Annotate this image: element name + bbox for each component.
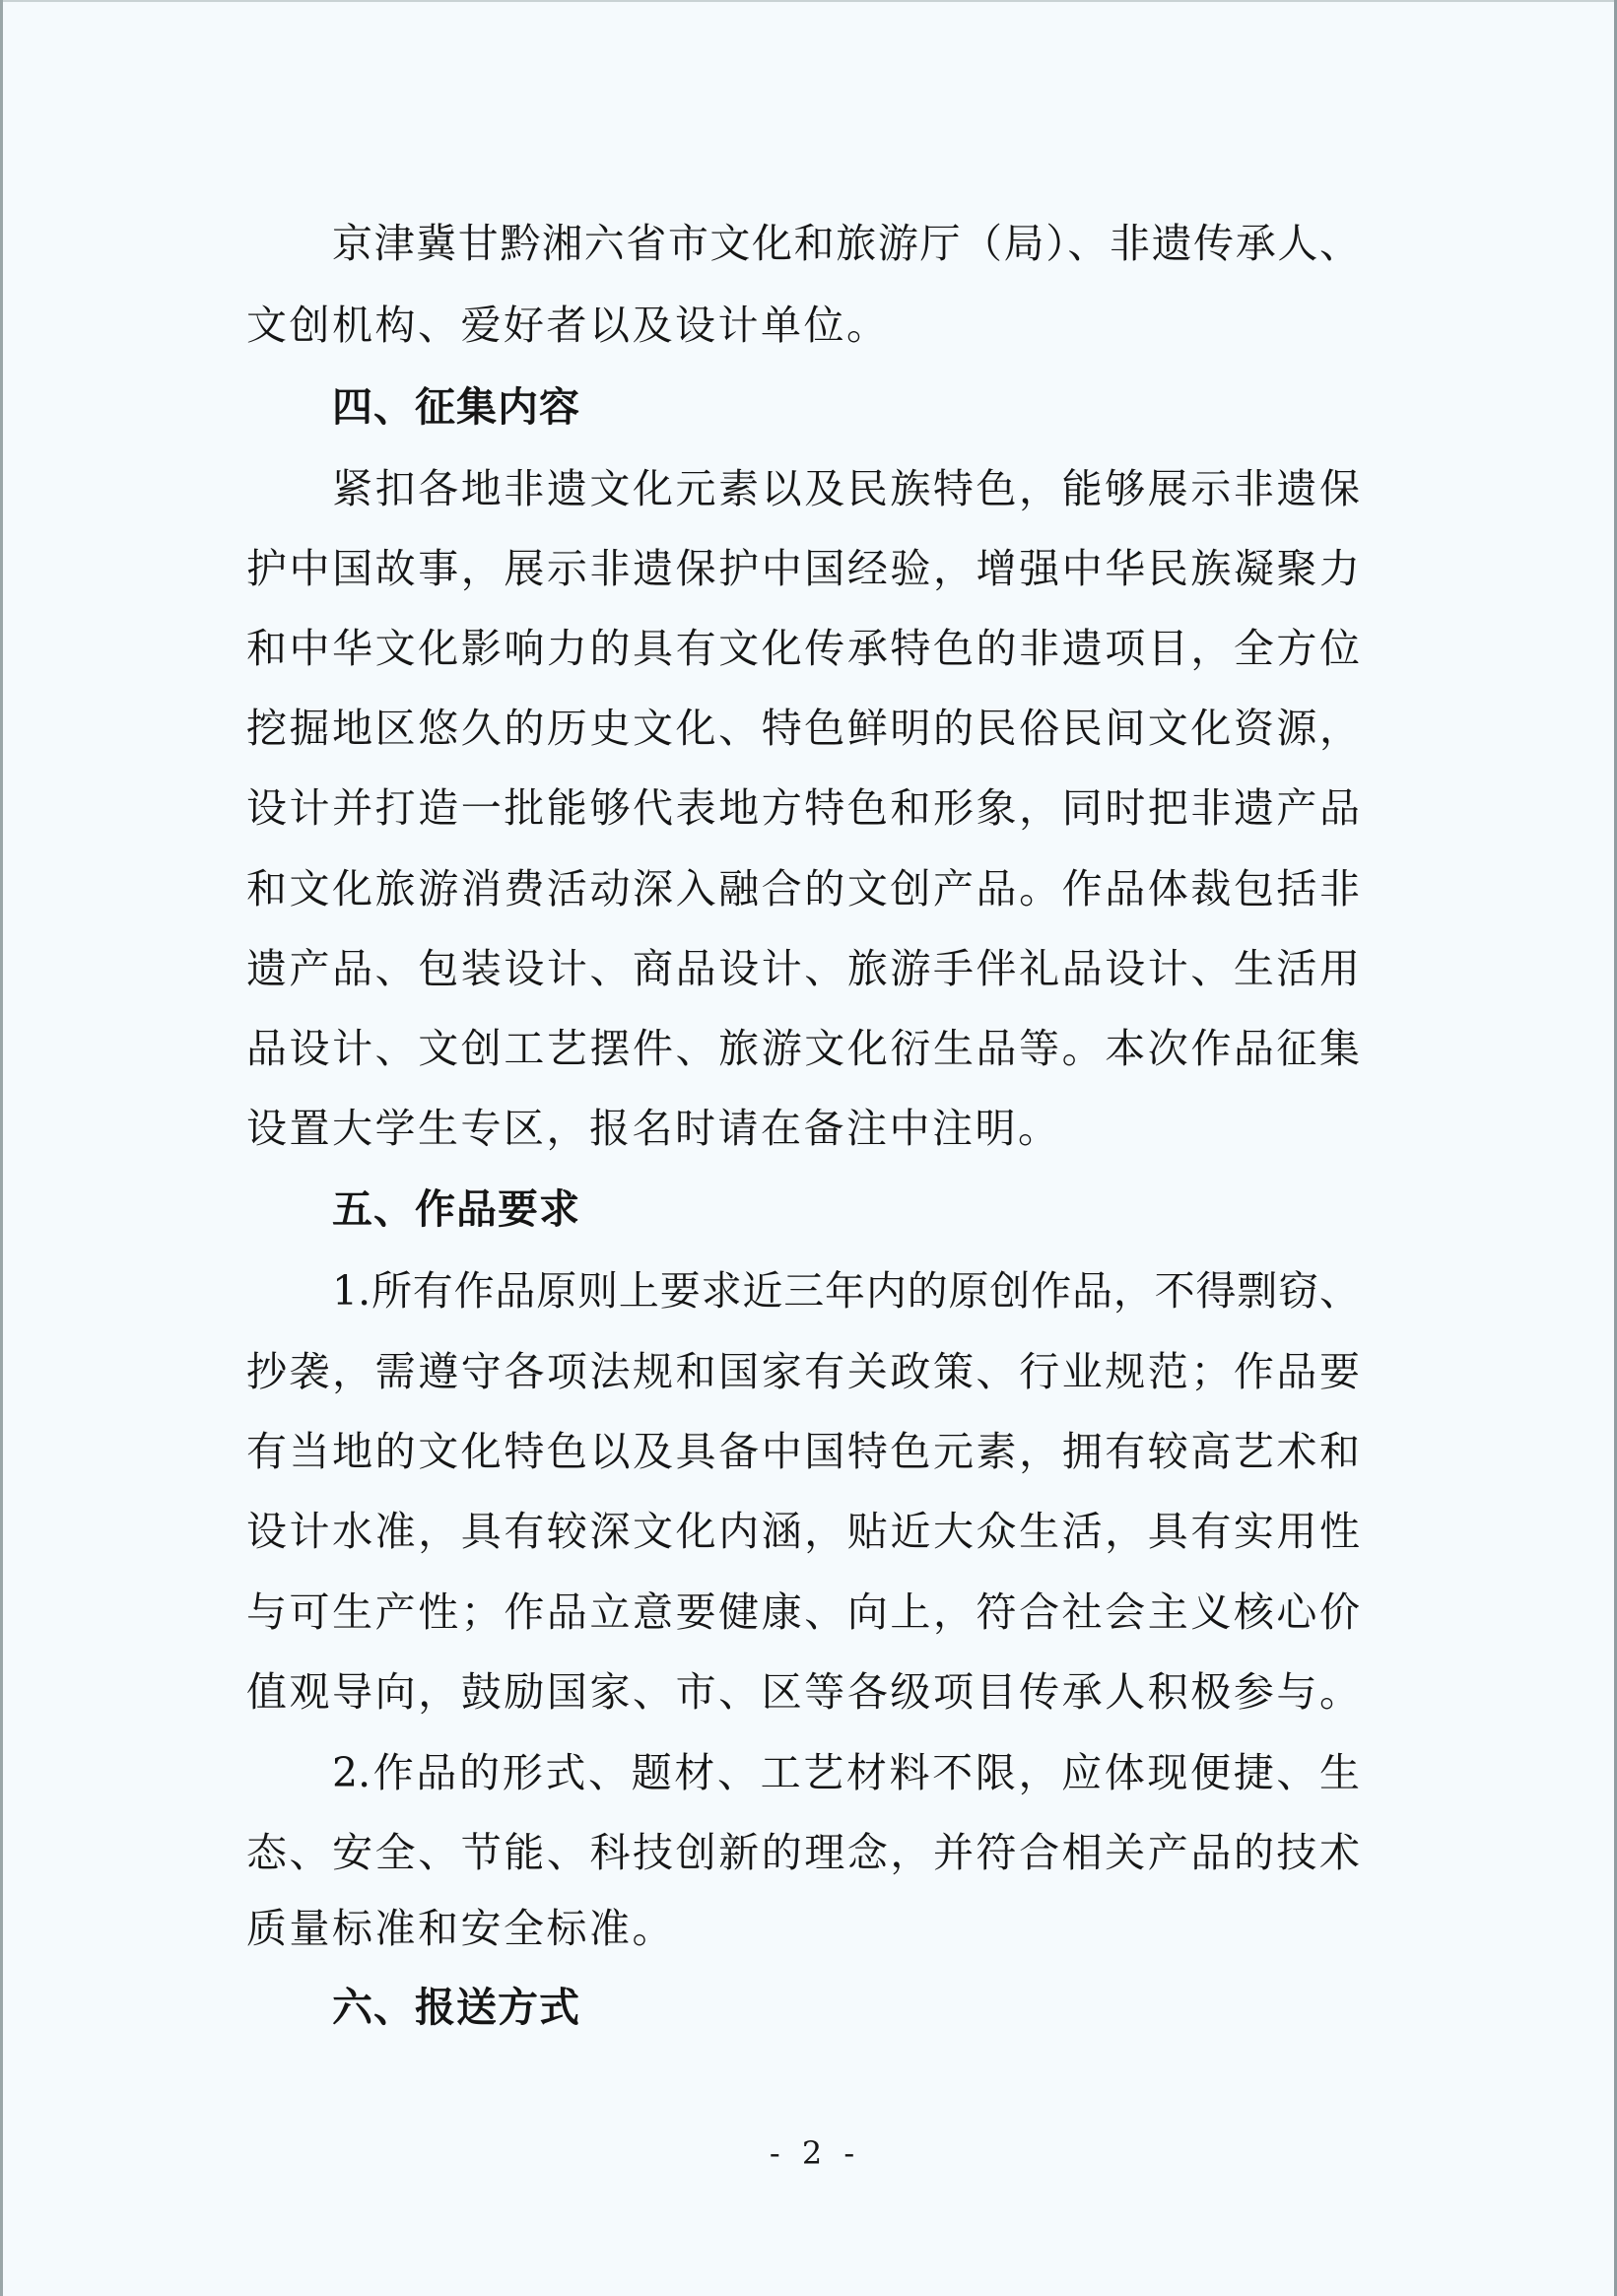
body-line: 质量标准和安全标准。: [246, 1905, 675, 1952]
body-line: 文创机构、爱好者以及设计单位。: [246, 302, 890, 349]
section-heading-6: 六、报送方式: [332, 1984, 580, 2031]
body-line: 和中华文化影响力的具有文化传承特色的非遗项目，全方位: [246, 625, 1360, 672]
section-heading-5: 五、作品要求: [332, 1185, 580, 1233]
body-line: 遗产品、包装设计、商品设计、旅游手伴礼品设计、生活用: [246, 945, 1360, 992]
body-line: 设计并打造一批能够代表地方特色和形象，同时把非遗产品: [246, 784, 1360, 832]
page-number: - 2 -: [769, 2134, 861, 2172]
body-line: 抄袭，需遵守各项法规和国家有关政策、行业规范；作品要: [246, 1348, 1360, 1395]
body-line: 挖掘地区悠久的历史文化、特色鲜明的民俗民间文化资源，: [246, 705, 1360, 752]
body-line: 品设计、文创工艺摆件、旅游文化衍生品等。本次作品征集: [246, 1025, 1360, 1072]
body-line: 值观导向，鼓励国家、市、区等各级项目传承人积极参与。: [246, 1668, 1360, 1716]
body-line: 有当地的文化特色以及具备中国特色元素，拥有较高艺术和: [246, 1428, 1360, 1475]
body-line: 与可生产性；作品立意要健康、向上，符合社会主义核心价: [246, 1588, 1360, 1636]
body-line: 1.所有作品原则上要求近三年内的原创作品，不得剽窃、: [332, 1267, 1360, 1315]
body-line: 护中国故事，展示非遗保护中国经验，增强中华民族凝聚力: [246, 545, 1360, 592]
body-line: 设计水准，具有较深文化内涵，贴近大众生活，具有实用性: [246, 1508, 1360, 1555]
body-line: 和文化旅游消费活动深入融合的文创产品。作品体裁包括非: [246, 865, 1360, 912]
body-line: 2.作品的形式、题材、工艺材料不限，应体现便捷、生: [332, 1749, 1360, 1796]
body-line: 态、安全、节能、科技创新的理念，并符合相关产品的技术: [246, 1829, 1360, 1876]
body-line: 紧扣各地非遗文化元素以及民族特色，能够展示非遗保: [332, 465, 1360, 512]
body-line: 京津冀甘黔湘六省市文化和旅游厅（局）、非遗传承人、: [332, 220, 1360, 267]
section-heading-4: 四、征集内容: [332, 383, 580, 431]
body-line: 设置大学生专区，报名时请在备注中注明。: [246, 1105, 1061, 1152]
